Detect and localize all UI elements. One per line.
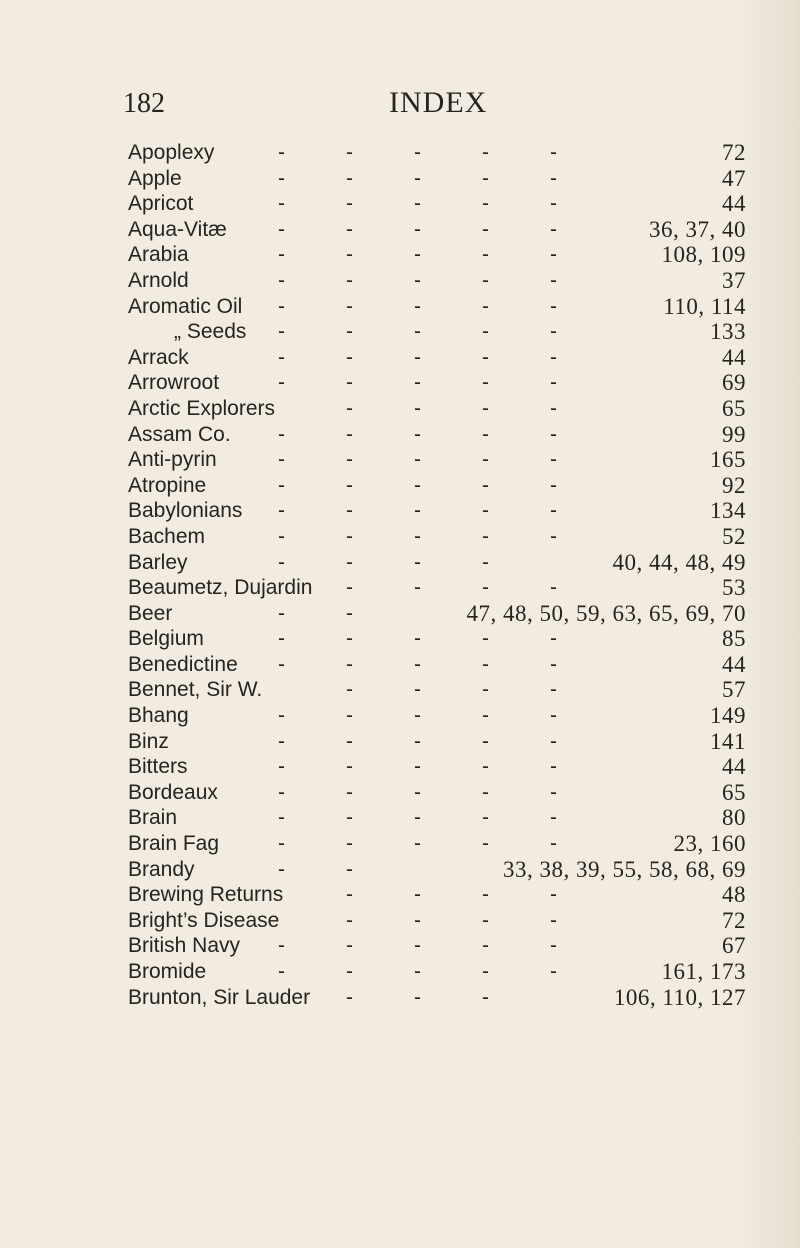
index-term: Bitters [128, 755, 188, 779]
leader-dashes: - - - - - [278, 141, 557, 164]
leader-dashes: - - - - - [278, 345, 557, 369]
index-pages: 33, 38, 39, 55, 58, 68, 69 [503, 856, 746, 882]
index-pages: 44 [722, 651, 746, 677]
leader-dashes: - - - - - [278, 268, 557, 292]
leader-dashes: - - - - - [278, 832, 557, 856]
index-pages: 149 [710, 703, 746, 729]
leader-dashes: - - - - [346, 678, 557, 702]
index-entry [128, 677, 746, 703]
index-entry [128, 345, 746, 371]
index-entry [128, 601, 746, 627]
index-entry [128, 857, 746, 883]
index-entry [128, 626, 746, 652]
index-term: Brain [128, 806, 178, 830]
leader-dashes: - - [278, 601, 353, 625]
index-term: Bordeaux [128, 780, 218, 804]
index-pages: 99 [722, 421, 746, 447]
index-term: Anti-pyrin [128, 448, 217, 472]
index-pages: 52 [722, 523, 746, 549]
leader-dashes: - - - - - [278, 499, 557, 523]
index-entry [128, 652, 746, 678]
leader-dashes: - - - - - [278, 422, 557, 446]
index-entry [128, 882, 746, 908]
index-pages: 133 [710, 319, 746, 345]
index-pages: 47 [722, 165, 746, 191]
leader-dashes: - - - - [346, 883, 557, 907]
index-pages: 161, 173 [661, 959, 746, 984]
index-pages: 141 [710, 728, 746, 754]
index-pages: 69 [722, 370, 746, 396]
index-term: Binz [128, 729, 169, 753]
index-term: Brain Fag [128, 832, 220, 856]
index-pages: 23, 160 [673, 831, 746, 857]
index-pages: 110, 114 [663, 293, 746, 319]
index-entry [128, 319, 746, 345]
index-pages: 57 [722, 677, 746, 703]
index-term: Belgium [128, 627, 204, 651]
index-term: „ Seeds [174, 320, 247, 344]
index-entry [128, 729, 746, 755]
index-entry [128, 933, 746, 959]
index-term: Brandy [128, 857, 195, 881]
index-entry [128, 985, 746, 1011]
leader-dashes: - - - - - [278, 243, 557, 267]
index-entry [128, 831, 746, 857]
index-entry [128, 959, 746, 985]
leader-dashes: - - [278, 857, 353, 881]
leader-dashes: - - - - - [278, 524, 557, 548]
leader-dashes: - - - - - [278, 371, 557, 395]
index-pages: 72 [722, 140, 746, 165]
page-number: 182 [123, 88, 165, 119]
index-pages: 134 [710, 498, 746, 524]
index-pages: 44 [722, 344, 746, 370]
index-term: Bright’s Disease [128, 908, 280, 932]
index-term: Barley [128, 550, 188, 574]
index-pages: 44 [722, 754, 746, 780]
leader-dashes: - - - - - [278, 704, 557, 728]
index-entry [128, 422, 746, 448]
index-term: Bhang [128, 704, 189, 728]
index-pages: 108, 109 [661, 242, 746, 268]
index-pages: 44 [722, 191, 746, 217]
leader-dashes: - - - - - [278, 960, 557, 983]
leader-dashes: - - - - - [278, 320, 557, 344]
index-pages: 85 [722, 626, 746, 652]
index-entry [128, 191, 746, 217]
index-term: Bennet, Sir W. [128, 678, 263, 702]
index-pages: 36, 37, 40 [649, 216, 746, 242]
index-entry [128, 166, 746, 192]
index-list [128, 140, 746, 1010]
leader-dashes: - - - - - [278, 294, 557, 318]
leader-dashes: - - - - - [278, 755, 557, 779]
index-entry [128, 447, 746, 473]
index-term: Apple [128, 166, 182, 190]
leader-dashes: - - - - - [278, 780, 557, 804]
leader-dashes: - - - - - [278, 473, 557, 497]
leader-dashes: - - - - - [278, 652, 557, 676]
index-entry [128, 550, 746, 576]
index-pages: 65 [722, 779, 746, 805]
leader-dashes: - - - [346, 985, 489, 1009]
leader-dashes: - - - - - [278, 217, 557, 241]
index-term: Beer [128, 601, 173, 625]
leader-dashes: - - - - [346, 396, 557, 420]
index-term: Benedictine [128, 652, 238, 676]
index-entry [128, 498, 746, 524]
index-entry [128, 473, 746, 499]
index-term: Arctic Explorers [128, 396, 276, 420]
leader-dashes: - - - - [278, 550, 489, 574]
leader-dashes: - - - - - [278, 192, 557, 216]
index-pages: 47, 48, 50, 59, 63, 65, 69, 70 [466, 600, 746, 626]
leader-dashes: - - - - - [278, 729, 557, 753]
index-term: Arrowroot [128, 371, 220, 395]
index-term: Aromatic Oil [128, 294, 243, 318]
index-entry [128, 396, 746, 422]
leader-dashes: - - - - - [278, 934, 557, 958]
leader-dashes: - - - - - [278, 627, 557, 651]
index-term: Atropine [128, 473, 207, 497]
index-pages: 106, 110, 127 [613, 984, 746, 1010]
index-entry [128, 370, 746, 396]
index-entry [128, 242, 746, 268]
index-pages: 48 [722, 882, 746, 908]
index-term: Beaumetz, Dujardin [128, 576, 313, 600]
index-entry [128, 754, 746, 780]
index-pages: 37 [722, 267, 746, 293]
index-entry [128, 703, 746, 729]
index-entry [128, 780, 746, 806]
index-term: Brewing Returns [128, 883, 284, 907]
page-title: INDEX [389, 86, 488, 119]
index-pages: 92 [722, 472, 746, 498]
index-entry [128, 805, 746, 831]
index-term: Arnold [128, 268, 189, 292]
index-pages: 53 [722, 575, 746, 601]
leader-dashes: - - - - - [278, 166, 557, 190]
index-term: British Navy [128, 934, 241, 958]
index-entry [128, 217, 746, 243]
index-term: Arrack [128, 345, 189, 369]
leader-dashes: - - - - [346, 908, 557, 932]
leader-dashes: - - - - - [278, 448, 557, 472]
index-term: Assam Co. [128, 422, 231, 446]
index-entry [128, 140, 746, 166]
index-term: Brunton, Sir Lauder [128, 985, 311, 1009]
index-entry [128, 294, 746, 320]
index-pages: 80 [722, 805, 746, 831]
leader-dashes: - - - - [346, 576, 557, 600]
index-term: Bromide [128, 960, 207, 983]
index-term: Babylonians [128, 499, 243, 523]
index-term: Aqua-Vitæ [128, 217, 227, 241]
index-term: Apoplexy [128, 141, 215, 164]
index-term: Apricot [128, 192, 194, 216]
index-term: Bachem [128, 524, 206, 548]
index-entry [128, 575, 746, 601]
index-entry [128, 268, 746, 294]
index-entry [128, 524, 746, 550]
index-pages: 67 [722, 933, 746, 959]
index-pages: 65 [722, 395, 746, 421]
index-entry [128, 908, 746, 934]
index-pages: 72 [722, 907, 746, 933]
index-term: Arabia [128, 243, 189, 267]
index-pages: 40, 44, 48, 49 [612, 549, 746, 575]
leader-dashes: - - - - - [278, 806, 557, 830]
running-head [123, 88, 743, 128]
index-pages: 165 [710, 447, 746, 473]
